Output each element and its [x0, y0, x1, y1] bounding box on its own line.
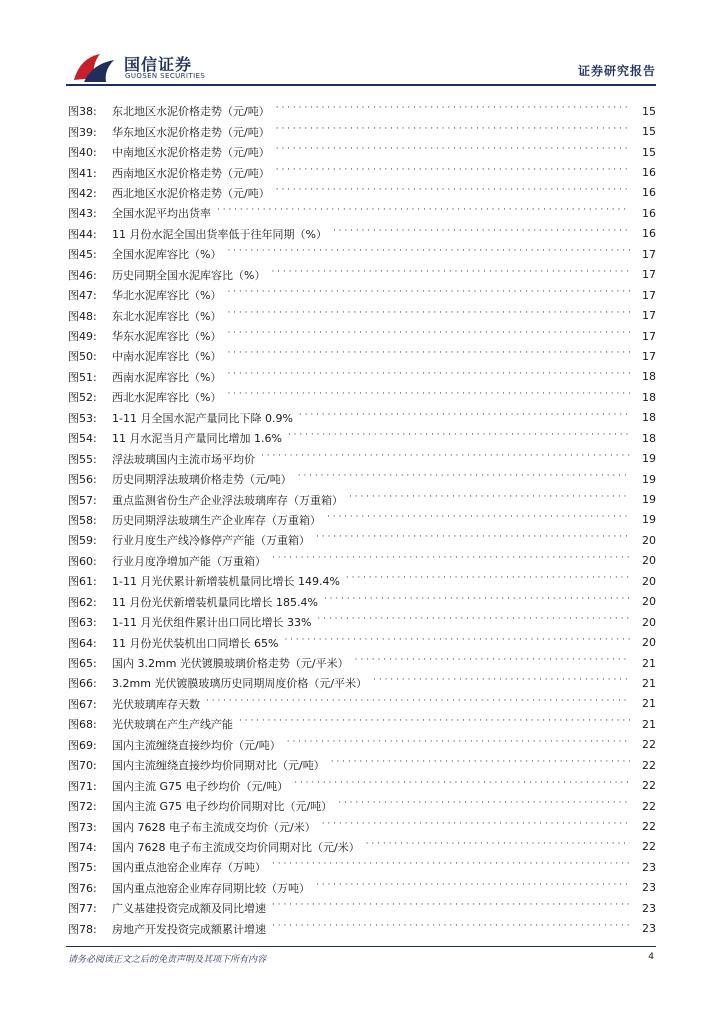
toc-entry[interactable]	[68, 510, 656, 530]
figure-page-number: 19	[642, 513, 656, 527]
toc-entry[interactable]	[68, 305, 656, 325]
figure-page-number: 17	[642, 309, 656, 323]
figure-page-number: 15	[642, 145, 656, 159]
dot-leader	[317, 616, 630, 628]
figure-title: 重点监测省份生产企业浮法玻璃库存（万重箱）	[112, 493, 343, 507]
dot-leader	[227, 391, 630, 403]
figure-page-number: 21	[642, 697, 656, 711]
dot-leader	[276, 187, 630, 199]
figure-page-number: 16	[642, 206, 656, 220]
logo-chinese-name: 国信证券	[124, 55, 193, 74]
figure-title: 华北水泥库容比（%）	[112, 289, 222, 303]
figure-title: 历史同期全国水泥库容比（%）	[112, 268, 266, 282]
toc-entry[interactable]	[68, 694, 656, 714]
toc-entry[interactable]	[68, 448, 656, 468]
figure-number: 图43:	[68, 207, 97, 221]
toc-entry[interactable]	[68, 632, 656, 652]
dot-leader	[299, 412, 630, 424]
figure-title: 3.2mm 光伏镀膜玻璃历史同期周度价格（元/平米）	[112, 677, 368, 691]
page-header	[0, 0, 724, 90]
report-type-label: 证券研究报告	[577, 64, 656, 78]
figure-number: 图76:	[68, 881, 97, 895]
figure-page-number: 21	[642, 676, 656, 690]
figure-title: 历史同期浮法玻璃生产企业库存（万重箱）	[112, 513, 321, 527]
toc-entry[interactable]	[68, 224, 656, 244]
toc-entry[interactable]	[68, 530, 656, 550]
figure-title: 浮法玻璃国内主流市场平均价	[112, 452, 255, 466]
figure-title: 1-11 月光伏累计新增装机量同比增长 149.4%	[112, 575, 340, 589]
dot-leader	[324, 596, 630, 608]
figure-number: 图59:	[68, 534, 97, 548]
toc-entry[interactable]	[68, 489, 656, 509]
figure-number: 图52:	[68, 391, 97, 405]
figure-number: 图71:	[68, 779, 97, 793]
figure-number: 图54:	[68, 432, 97, 446]
figure-number: 图64:	[68, 636, 97, 650]
figure-page-number: 19	[642, 493, 656, 507]
figure-number: 图67:	[68, 697, 97, 711]
toc-entry[interactable]	[68, 551, 656, 571]
figure-title: 11 月份光伏新增装机量同比增长 185.4%	[112, 595, 318, 609]
footer-divider	[66, 946, 656, 947]
figure-number: 图49:	[68, 330, 97, 344]
figure-number: 图56:	[68, 473, 97, 487]
dot-leader	[316, 534, 630, 546]
figure-title: 11 月份水泥全国出货率低于往年同期（%）	[112, 227, 327, 241]
figure-number: 图74:	[68, 840, 97, 854]
figure-title: 光伏玻璃库存天数	[112, 697, 200, 711]
logo-english-name: GUOSEN SECURITIES	[125, 72, 206, 80]
toc-entry[interactable]	[68, 755, 656, 775]
figure-number: 图68:	[68, 718, 97, 732]
figure-number: 图38:	[68, 105, 97, 119]
dot-leader	[206, 698, 630, 710]
figure-title: 广义基建投资完成额及同比增速	[112, 902, 266, 916]
figure-page-number: 22	[642, 779, 656, 793]
figure-page-number: 19	[642, 472, 656, 486]
toc-entry[interactable]	[68, 673, 656, 693]
figure-number: 图77:	[68, 902, 97, 916]
dot-leader	[227, 310, 630, 322]
figure-list	[68, 101, 656, 939]
dot-leader	[272, 902, 630, 914]
toc-entry[interactable]	[68, 203, 656, 223]
figure-number: 图46:	[68, 268, 97, 282]
toc-entry[interactable]	[68, 265, 656, 285]
dot-leader	[294, 780, 630, 792]
figure-page-number: 22	[642, 758, 656, 772]
toc-entry[interactable]	[68, 469, 656, 489]
figure-number: 图55:	[68, 452, 97, 466]
toc-entry[interactable]	[68, 121, 656, 141]
dot-leader	[227, 289, 630, 301]
dot-leader	[271, 269, 630, 281]
figure-title: 东北水泥库容比（%）	[112, 309, 222, 323]
figure-number: 图42:	[68, 186, 97, 200]
dot-leader	[239, 718, 630, 730]
dot-leader	[338, 800, 630, 812]
toc-entry[interactable]	[68, 735, 656, 755]
figure-title: 东北地区水泥价格走势（元/吨）	[112, 105, 270, 119]
figure-number: 图69:	[68, 738, 97, 752]
toc-entry[interactable]	[68, 837, 656, 857]
figure-page-number: 20	[642, 574, 656, 588]
figure-number: 图73:	[68, 820, 97, 834]
toc-entry[interactable]	[68, 816, 656, 836]
dot-leader	[322, 821, 630, 833]
dot-leader	[272, 861, 630, 873]
toc-entry[interactable]	[68, 326, 656, 346]
figure-title: 国内 7628 电子布主流成交均价同期对比（元/米）	[112, 840, 360, 854]
dot-leader	[298, 473, 630, 485]
figure-page-number: 23	[642, 901, 656, 915]
toc-entry[interactable]	[68, 346, 656, 366]
toc-entry[interactable]	[68, 796, 656, 816]
toc-entry[interactable]	[68, 775, 656, 795]
figure-title: 中南地区水泥价格走势（元/吨）	[112, 146, 270, 160]
header-divider	[66, 84, 656, 86]
dot-leader	[287, 739, 630, 751]
logo-mark-icon	[70, 50, 122, 86]
figure-page-number: 22	[642, 820, 656, 834]
figure-title: 行业月度净增加产能（万重箱）	[112, 554, 266, 568]
toc-entry[interactable]	[68, 367, 656, 387]
toc-entry[interactable]	[68, 592, 656, 612]
toc-entry[interactable]	[68, 183, 656, 203]
figure-title: 西北水泥库容比（%）	[112, 391, 222, 405]
figure-page-number: 22	[642, 799, 656, 813]
figure-page-number: 17	[642, 288, 656, 302]
figure-number: 图41:	[68, 166, 97, 180]
toc-entry[interactable]	[68, 653, 656, 673]
figure-number: 图63:	[68, 616, 97, 630]
figure-page-number: 18	[642, 370, 656, 384]
figure-page-number: 20	[642, 554, 656, 568]
figure-page-number: 19	[642, 452, 656, 466]
figure-page-number: 23	[642, 881, 656, 895]
figure-number: 图58:	[68, 513, 97, 527]
figure-number: 图47:	[68, 289, 97, 303]
figure-title: 国内重点池窑企业库存（万吨）	[112, 861, 266, 875]
figure-page-number: 23	[642, 922, 656, 936]
figure-page-number: 20	[642, 533, 656, 547]
figure-number: 图65:	[68, 657, 97, 671]
figure-page-number: 17	[642, 329, 656, 343]
figure-title: 全国水泥库容比（%）	[112, 248, 222, 262]
figure-page-number: 16	[642, 166, 656, 180]
figure-title: 历史同期浮法玻璃价格走势（元/吨）	[112, 473, 292, 487]
figure-page-number: 22	[642, 738, 656, 752]
toc-entry[interactable]	[68, 898, 656, 918]
figure-number: 图39:	[68, 125, 97, 139]
toc-entry[interactable]	[68, 142, 656, 162]
toc-entry[interactable]	[68, 408, 656, 428]
toc-entry[interactable]	[68, 285, 656, 305]
figure-number: 图40:	[68, 146, 97, 160]
figure-title: 行业月度生产线冷修停产产能（万重箱）	[112, 534, 310, 548]
toc-entry[interactable]	[68, 571, 656, 591]
figure-number: 图78:	[68, 922, 97, 936]
toc-entry[interactable]	[68, 919, 656, 939]
dot-leader	[276, 146, 630, 158]
figure-title: 房地产开发投资完成额累计增速	[112, 922, 266, 936]
dot-leader	[373, 677, 630, 689]
figure-page-number: 23	[642, 860, 656, 874]
dot-leader	[331, 759, 630, 771]
figure-number: 图75:	[68, 861, 97, 875]
figure-title: 西南水泥库容比（%）	[112, 370, 222, 384]
footer-disclaimer: 请务必阅读正文之后的免责声明及其项下所有内容	[68, 955, 267, 965]
figure-title: 国内主流缠绕直接纱均价（元/吨）	[112, 738, 281, 752]
figure-page-number: 18	[642, 431, 656, 445]
figure-page-number: 17	[642, 247, 656, 261]
figure-title: 11 月水泥当月产量同比增加 1.6%	[112, 432, 282, 446]
company-logo	[70, 50, 206, 86]
figure-number: 图66:	[68, 677, 97, 691]
figure-page-number: 21	[642, 717, 656, 731]
dot-leader	[349, 494, 630, 506]
dot-leader	[261, 453, 630, 465]
figure-page-number: 18	[642, 411, 656, 425]
toc-entry[interactable]	[68, 878, 656, 898]
figure-title: 中南水泥库容比（%）	[112, 350, 222, 364]
figure-title: 国内主流 G75 电子纱均价（元/吨）	[112, 779, 289, 793]
figure-page-number: 17	[642, 349, 656, 363]
figure-title: 国内主流 G75 电子纱均价同期对比（元/吨）	[112, 800, 333, 814]
figure-page-number: 15	[642, 104, 656, 118]
dot-leader	[355, 657, 630, 669]
figure-page-number: 22	[642, 840, 656, 854]
figure-title: 国内重点池窑企业库存同期比较（万吨）	[112, 881, 310, 895]
toc-entry[interactable]	[68, 857, 656, 877]
figure-number: 图57:	[68, 493, 97, 507]
figure-number: 图61:	[68, 575, 97, 589]
toc-entry[interactable]	[68, 244, 656, 264]
figure-page-number: 16	[642, 186, 656, 200]
figure-number: 图60:	[68, 554, 97, 568]
dot-leader	[276, 126, 630, 138]
page-number: 4	[648, 952, 654, 962]
figure-page-number: 15	[642, 125, 656, 139]
figure-page-number: 17	[642, 268, 656, 282]
dot-leader	[276, 167, 630, 179]
dot-leader	[346, 575, 630, 587]
figure-page-number: 20	[642, 615, 656, 629]
figure-page-number: 20	[642, 636, 656, 650]
toc-entry[interactable]	[68, 612, 656, 632]
dot-leader	[227, 371, 630, 383]
figure-title: 国内 3.2mm 光伏镀膜玻璃价格走势（元/平米）	[112, 657, 349, 671]
dot-leader	[272, 923, 630, 935]
figure-title: 1-11 月全国水泥产量同比下降 0.9%	[112, 411, 293, 425]
figure-page-number: 20	[642, 595, 656, 609]
figure-title: 华东水泥库容比（%）	[112, 330, 222, 344]
figure-number: 图70:	[68, 759, 97, 773]
figure-number: 图62:	[68, 595, 97, 609]
dot-leader	[272, 555, 630, 567]
dot-leader	[316, 882, 630, 894]
figure-page-number: 21	[642, 656, 656, 670]
figure-title: 光伏玻璃在产生产线产能	[112, 718, 233, 732]
figure-number: 图53:	[68, 411, 97, 425]
figure-number: 图48:	[68, 309, 97, 323]
figure-number: 图72:	[68, 800, 97, 814]
dot-leader	[333, 228, 630, 240]
figure-number: 图51:	[68, 370, 97, 384]
figure-title: 全国水泥平均出货率	[112, 207, 211, 221]
toc-entry[interactable]	[68, 387, 656, 407]
dot-leader	[284, 637, 630, 649]
figure-page-number: 18	[642, 390, 656, 404]
dot-leader	[276, 105, 630, 117]
toc-entry[interactable]	[68, 162, 656, 182]
figure-number: 图50:	[68, 350, 97, 364]
figure-number: 图45:	[68, 248, 97, 262]
figure-title: 1-11 月光伏组件累计出口同比增长 33%	[112, 616, 312, 630]
dot-leader	[366, 841, 630, 853]
dot-leader	[227, 330, 630, 342]
toc-entry[interactable]	[68, 714, 656, 734]
dot-leader	[227, 248, 630, 260]
toc-entry[interactable]	[68, 428, 656, 448]
dot-leader	[227, 350, 630, 362]
figure-title: 国内 7628 电子布主流成交均价（元/米）	[112, 820, 316, 834]
toc-entry[interactable]	[68, 101, 656, 121]
figure-page-number: 16	[642, 227, 656, 241]
dot-leader	[327, 514, 630, 526]
figure-title: 西北地区水泥价格走势（元/吨）	[112, 186, 270, 200]
figure-title: 国内主流缠绕直接纱均价同期对比（元/吨）	[112, 759, 325, 773]
figure-title: 华东地区水泥价格走势（元/吨）	[112, 125, 270, 139]
figure-title: 11 月份光伏装机出口同增长 65%	[112, 636, 279, 650]
dot-leader	[288, 432, 630, 444]
figure-number: 图44:	[68, 227, 97, 241]
dot-leader	[217, 207, 630, 219]
figure-title: 西南地区水泥价格走势（元/吨）	[112, 166, 270, 180]
